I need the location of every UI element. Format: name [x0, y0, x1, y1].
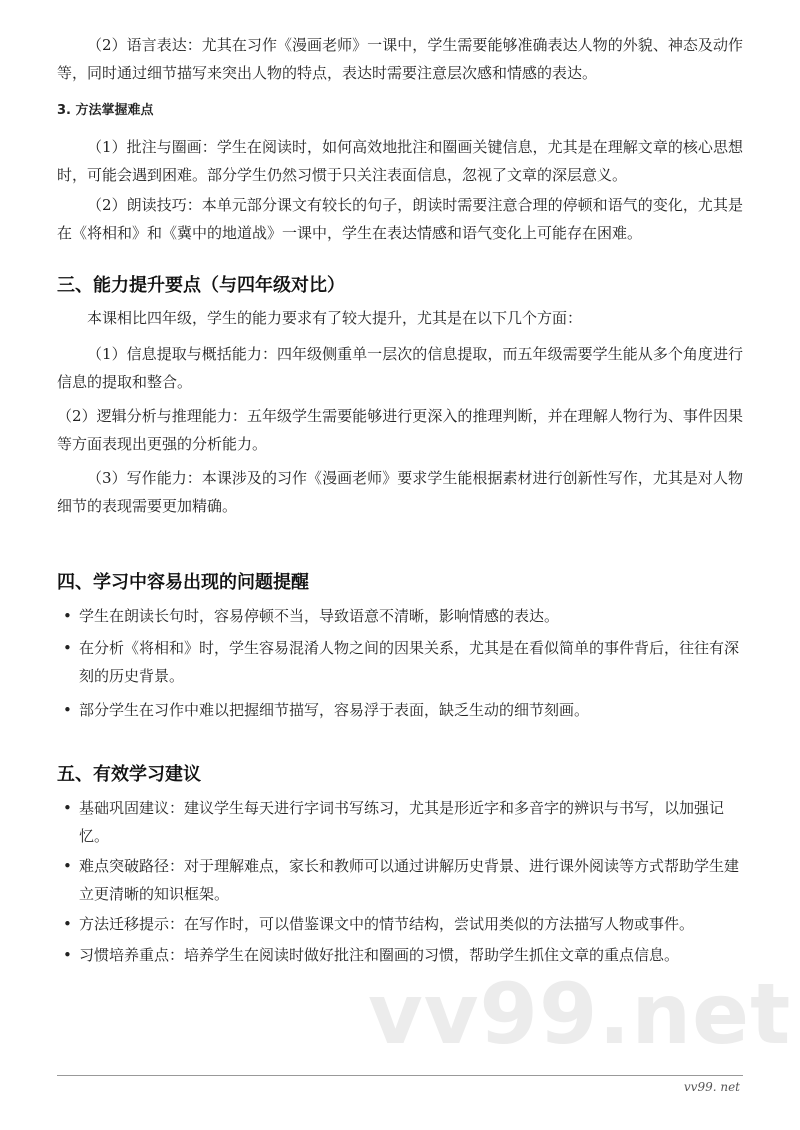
watermark: vv99.net — [368, 965, 792, 1063]
paragraph: 本课相比四年级，学生的能力要求有了较大提升，尤其是在以下几个方面： — [87, 309, 583, 327]
footer-divider — [57, 1075, 743, 1076]
footer-text: vv99. net — [683, 1080, 740, 1094]
list-item: • 学生在朗读长句时，容易停顿不当，导致语意不清晰，影响情感的表达。 — [57, 602, 743, 630]
paragraph: （1）信息提取与概括能力：四年级侧重单一层次的信息提取，而五年级需要学生能从多个角度进行信息的提取和整合。 — [57, 345, 743, 391]
paragraph: （2）朗读技巧：本单元部分课文有较长的句子，朗读时需要注意合理的停顿和语气的变化，尤其是在《将相和》和《冀中的地道战》一课中，学生在表达情感和语气变化上可能存在困难。 — [57, 196, 743, 242]
list-item: • 部分学生在习作中难以把握细节描写，容易浮于表面，缺乏生动的细节刻画。 — [57, 696, 743, 724]
paragraph: （2）语言表达：尤其在习作《漫画老师》一课中，学生需要能够准确表达人物的外貌、神态及动作等，同时通过细节描写来突出人物的特点，表达时需要注意层次感和情感的表达。 — [57, 36, 743, 82]
paragraph: （2）逻辑分析与推理能力：五年级学生需要能够进行更深入的推理判断，并在理解人物行为、事件因果等方面表现出更强的分析能力。 — [57, 407, 743, 453]
paragraph: （3）写作能力：本课涉及的习作《漫画老师》要求学生能根据素材进行创新性写作，尤其是对人物细节的表现需要更加精确。 — [57, 469, 743, 515]
list-item: • 方法迁移提示：在写作时，可以借鉴课文中的情节结构，尝试用类似的方法描写人物或事件。 — [57, 910, 743, 938]
section-heading: 四、学习中容易出现的问题提醒 — [57, 572, 309, 593]
list-item: • 习惯培养重点：培养学生在阅读时做好批注和圈画的习惯，帮助学生抓住文章的重点信息。 — [57, 941, 743, 969]
list-item: • 难点突破路径：对于理解难点，家长和教师可以通过讲解历史背景、进行课外阅读等方式帮助学生建立更清晰的知识框架。 — [57, 852, 743, 908]
paragraph: （1）批注与圈画：学生在阅读时，如何高效地批注和圈画关键信息，尤其是在理解文章的核心思想时，可能会遇到困难。部分学生仍然习惯于只关注表面信息，忽视了文章的深层意义。 — [57, 138, 743, 184]
list-item: • 基础巩固建议：建议学生每天进行字词书写练习，尤其是形近字和多音字的辨识与书写，以加强记忆。 — [57, 794, 743, 850]
section-heading: 三、能力提升要点（与四年级对比） — [57, 275, 345, 296]
subheading: 3. 方法掌握难点 — [57, 103, 154, 118]
list-item: • 在分析《将相和》时，学生容易混淆人物之间的因果关系，尤其是在看似简单的事件背后，往往有深刻的历史背景。 — [57, 634, 743, 690]
section-heading: 五、有效学习建议 — [57, 764, 201, 785]
